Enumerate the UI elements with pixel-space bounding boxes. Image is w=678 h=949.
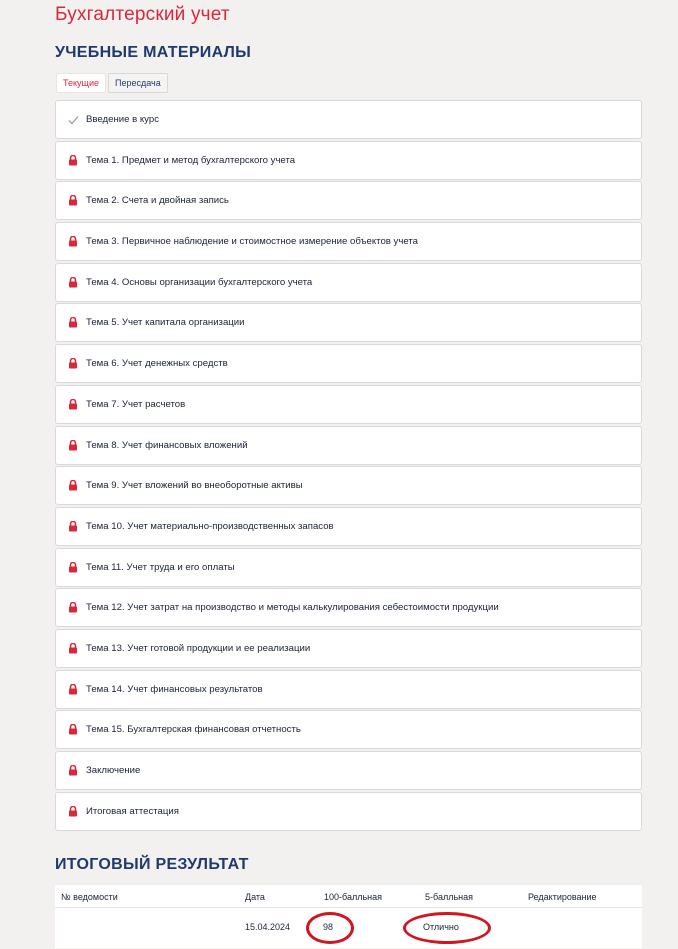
col-score-100: 100-балльная: [324, 892, 383, 902]
list-item-label: Тема 9. Учет вложений во внеоборотные активы: [86, 480, 303, 492]
lock-icon: [67, 154, 79, 166]
list-item[interactable]: [55, 792, 642, 831]
col-score-5: 5-балльная: [425, 892, 473, 902]
list-item-label: Заключение: [86, 765, 141, 776]
list-item-label: Тема 10. Учет материально-производственных запасов: [86, 520, 334, 532]
check-icon: [67, 114, 79, 126]
list-item-label: Тема 3. Первичное наблюдение и стоимостное измерение объектов учета: [86, 236, 418, 248]
list-item[interactable]: [55, 548, 642, 587]
list-item[interactable]: [55, 222, 642, 261]
materials-heading: УЧЕБНЫЕ МАТЕРИАЛЫ: [55, 44, 252, 61]
list-item[interactable]: [55, 181, 642, 220]
list-item[interactable]: [55, 629, 642, 668]
list-item-label: Введение в курс: [86, 114, 159, 125]
lock-icon: [67, 317, 79, 329]
list-item[interactable]: [55, 466, 642, 505]
list-item[interactable]: [55, 670, 642, 709]
list-item-label: Тема 4. Основы организации бухгалтерского учета: [86, 276, 313, 288]
lock-icon: [67, 195, 79, 207]
lock-icon: [67, 358, 79, 370]
materials-list: [55, 100, 642, 832]
list-item[interactable]: [55, 751, 642, 790]
list-item-label: Тема 6. Учет денежных средств: [86, 358, 228, 370]
result-table: [55, 885, 642, 948]
cell-score-5: Отлично: [423, 922, 459, 932]
lock-icon: [67, 520, 79, 532]
lock-icon: [67, 398, 79, 410]
page-title: Бухгалтерский учет: [55, 4, 230, 25]
list-item-label: Итоговая аттестация: [86, 805, 179, 817]
table-header-row: [55, 885, 642, 908]
list-item[interactable]: [55, 344, 642, 383]
score-100-highlight: [306, 912, 354, 944]
lock-icon: [67, 236, 79, 248]
list-item-label: Тема 8. Учет финансовых вложений: [86, 439, 248, 451]
lock-icon: [67, 439, 79, 451]
score-5-highlight: [403, 912, 491, 944]
list-item-label: Тема 5. Учет капитала организации: [86, 317, 245, 329]
list-item[interactable]: [55, 303, 642, 342]
col-date: Дата: [245, 892, 265, 902]
list-item[interactable]: [55, 100, 642, 139]
lock-icon: [67, 683, 79, 695]
lock-icon: [67, 561, 79, 573]
lock-icon: [67, 765, 79, 777]
list-item-label: Тема 7. Учет расчетов: [86, 398, 186, 410]
list-item-label: Тема 2. Счета и двойная запись: [86, 195, 229, 207]
cell-score-100: 98: [323, 922, 334, 932]
materials-tabs: [56, 73, 168, 93]
lock-icon: [67, 276, 79, 288]
result-heading: ИТОГОВЫЙ РЕЗУЛЬТАТ: [55, 856, 249, 873]
tab-retake[interactable]: Пересдача: [108, 73, 168, 93]
list-item-label: Тема 12. Учет затрат на производство и методы калькулирования себестоимости продукции: [86, 602, 499, 614]
list-item[interactable]: [55, 507, 642, 546]
list-item-label: Тема 11. Учет труда и его оплаты: [86, 561, 235, 573]
tab-current[interactable]: Текущие: [56, 73, 106, 93]
lock-icon: [67, 724, 79, 736]
lock-icon: [67, 480, 79, 492]
list-item[interactable]: [55, 588, 642, 627]
list-item[interactable]: [55, 385, 642, 424]
list-item[interactable]: [55, 426, 642, 465]
list-item-label: Тема 13. Учет готовой продукции и ее реализации: [86, 642, 311, 654]
lock-icon: [67, 805, 79, 817]
list-item[interactable]: [55, 141, 642, 180]
lock-icon: [67, 642, 79, 654]
cell-date: 15.04.2024: [245, 922, 291, 932]
list-item-label: Тема 14. Учет финансовых результатов: [86, 683, 263, 695]
col-statement-no: № ведомости: [61, 892, 118, 902]
lock-icon: [67, 602, 79, 614]
list-item-label: Тема 15. Бухгалтерская финансовая отчетность: [86, 724, 301, 736]
list-item[interactable]: [55, 263, 642, 302]
list-item[interactable]: [55, 710, 642, 749]
list-item-label: Тема 1. Предмет и метод бухгалтерского учета: [86, 154, 296, 166]
col-edit: Редактирование: [528, 892, 597, 902]
